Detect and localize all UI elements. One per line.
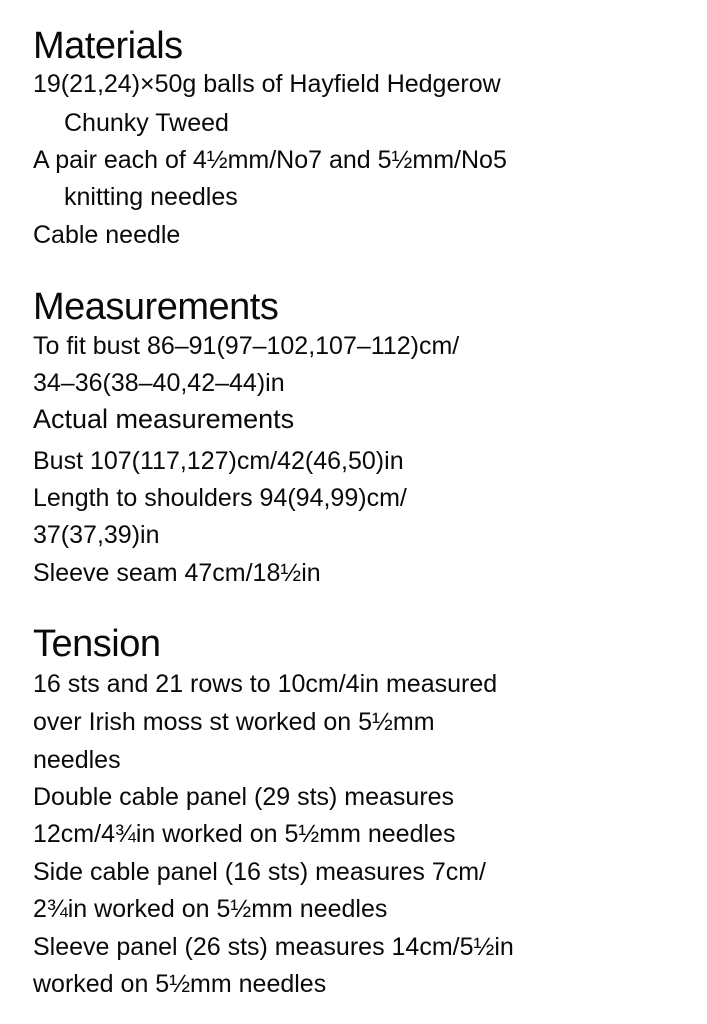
tension-heading: Tension [33,623,161,665]
materials-line: knitting needles [64,183,238,211]
tension-line: over Irish moss st worked on 5½mm [33,708,435,736]
tension-line: Side cable panel (16 sts) measures 7cm/ [33,858,486,886]
materials-line: 19(21,24)×50g balls of Hayfield Hedgerow [33,70,501,98]
materials-line: A pair each of 4½mm/No7 and 5½mm/No5 [33,146,507,174]
tension-line: 2¾in worked on 5½mm needles [33,895,388,923]
tension-line: 12cm/4¾in worked on 5½mm needles [33,820,456,848]
tension-line: worked on 5½mm needles [33,970,327,998]
materials-line: Cable needle [33,221,181,249]
tension-line: needles [33,746,121,774]
actual-measurement-line: Bust 107(117,127)cm/42(46,50)in [33,447,404,475]
measurements-heading: Measurements [33,286,279,328]
measurements-fit-line: To fit bust 86–91(97–102,107–112)cm/ [33,332,460,360]
tension-line: Double cable panel (29 sts) measures [33,783,455,811]
actual-measurement-line: Length to shoulders 94(94,99)cm/ [33,484,407,512]
actual-measurement-line: Sleeve seam 47cm/18½in [33,559,321,587]
actual-measurement-line: 37(37,39)in [33,521,160,549]
tension-line: Sleeve panel (26 sts) measures 14cm/5½in [33,933,514,961]
tension-line: 16 sts and 21 rows to 10cm/4in measured [33,670,498,698]
materials-line: Chunky Tweed [64,109,229,137]
actual-measurements-heading: Actual measurements [33,404,295,434]
materials-heading: Materials [33,25,183,67]
measurements-fit-line: 34–36(38–40,42–44)in [33,369,285,397]
